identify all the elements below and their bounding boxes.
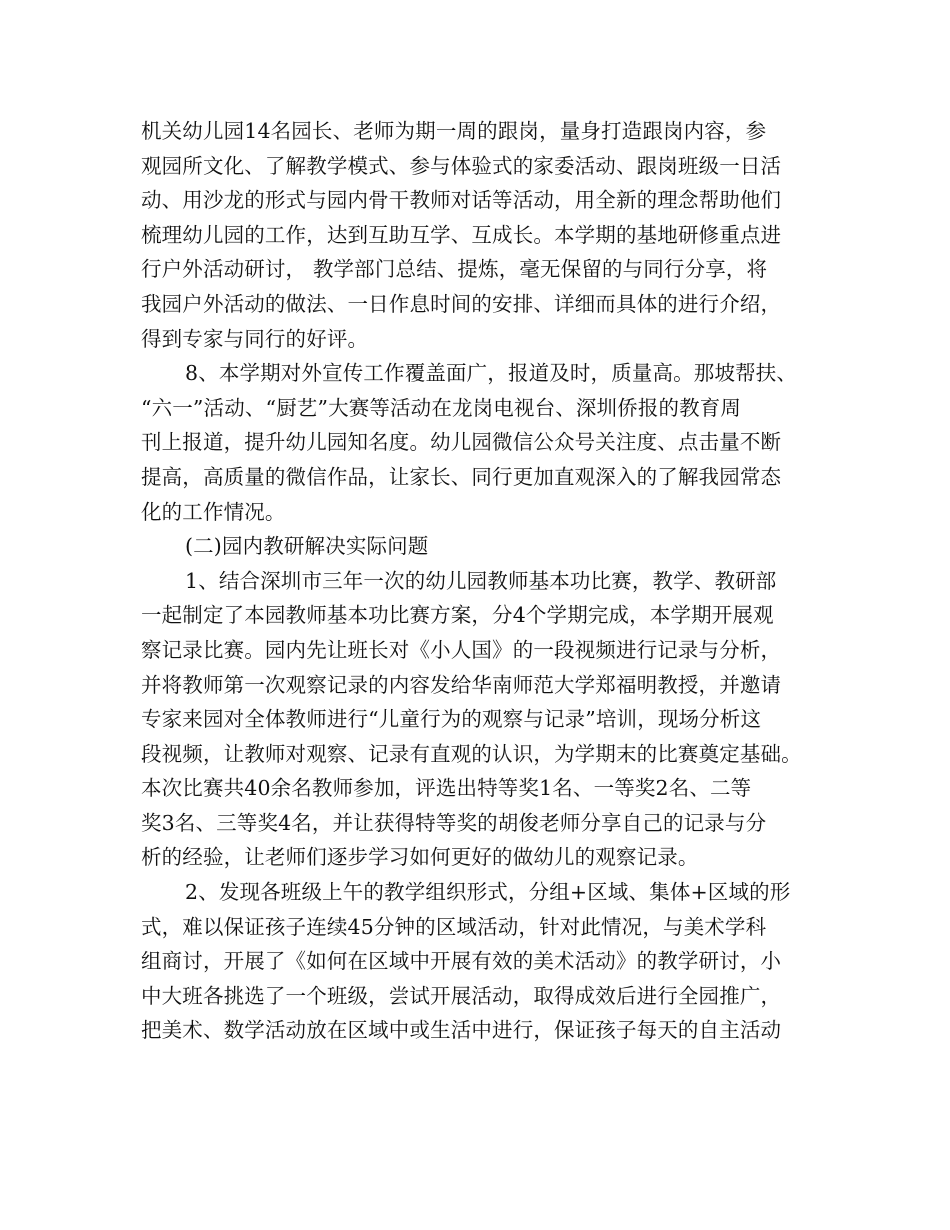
text-line: “六一”活动、“厨艺”大赛等活动在龙岗电视台、深圳侨报的教育周 — [141, 395, 742, 420]
text-line: 动、用沙龙的形式与园内骨干教师对话等活动，用全新的理念帮助他们 — [141, 188, 782, 213]
text-line: 1、结合深圳市三年一次的幼儿园教师基本功比赛，教学、教研部 — [185, 568, 777, 593]
text-line: 一起制定了本园教师基本功比赛方案，分4个学期完成，本学期开展观 — [141, 603, 774, 628]
text-line: 奖3名、三等奖4名，并让获得特等奖的胡俊老师分享自己的记录与分 — [141, 810, 767, 835]
text-line: 行户外活动研讨， 教学部门总结、提炼，毫无保留的与同行分享，将 — [141, 257, 768, 282]
text-line: 中大班各挑选了一个班级，尝试开展活动，取得成效后进行全园推广， — [141, 983, 782, 1008]
text-line: 把美术、数学活动放在区域中或生活中进行，保证孩子每天的自主活动 — [141, 1018, 782, 1043]
text-line: 得到专家与同行的好评。 — [141, 326, 369, 351]
body-text — [141, 114, 821, 1048]
text-line: 察记录比赛。园内先让班长对《小人国》的一段视频进行记录与分析， — [141, 637, 782, 662]
text-line: 提高，高质量的微信作品，让家长、同行更加直观深入的了解我园常态 — [141, 464, 782, 489]
text-line: 式，难以保证孩子连续45分钟的区域活动，针对此情况，与美术学科 — [141, 914, 767, 939]
text-line: (二)园内教研解决实际问题 — [185, 534, 429, 559]
text-line: 刊上报道，提升幼儿园知名度。幼儿园微信公众号关注度、点击量不断 — [141, 430, 782, 455]
text-line: 观园所文化、了解教学模式、参与体验式的家委活动、跟岗班级一日活 — [141, 153, 782, 178]
text-line: 析的经验，让老师们逐步学习如何更好的做幼儿的观察记录。 — [141, 845, 699, 870]
text-line: 本次比赛共40余名教师参加，评选出特等奖1名、一等奖2名、二等 — [141, 776, 752, 801]
text-line: 组商讨，开展了《如何在区域中开展有效的美术活动》的教学研讨，小 — [141, 949, 782, 974]
text-line: 段视频，让教师对观察、记录有直观的认识，为学期末的比赛奠定基础。 — [141, 741, 802, 766]
text-line: 梳理幼儿园的工作，达到互助互学、互成长。本学期的基地研修重点进 — [141, 222, 782, 247]
text-line: 专家来园对全体教师进行“儿童行为的观察与记录”培训，现场分析这 — [141, 707, 762, 732]
text-line: 并将教师第一次观察记录的内容发给华南师范大学郑福明教授，并邀请 — [141, 672, 782, 697]
text-line: 8、本学期对外宣传工作覆盖面广，报道及时，质量高。那坡帮扶、 — [185, 361, 798, 386]
text-line: 化的工作情况。 — [141, 499, 286, 524]
text-line: 我园户外活动的做法、一日作息时间的安排、详细而具体的进行介绍， — [141, 291, 782, 316]
text-line: 2、发现各班级上午的教学组织形式，分组+区域、集体+区域的形 — [185, 880, 791, 905]
text-line: 机关幼儿园14名园长、老师为期一周的跟岗，量身打造跟岗内容，参 — [141, 119, 767, 143]
